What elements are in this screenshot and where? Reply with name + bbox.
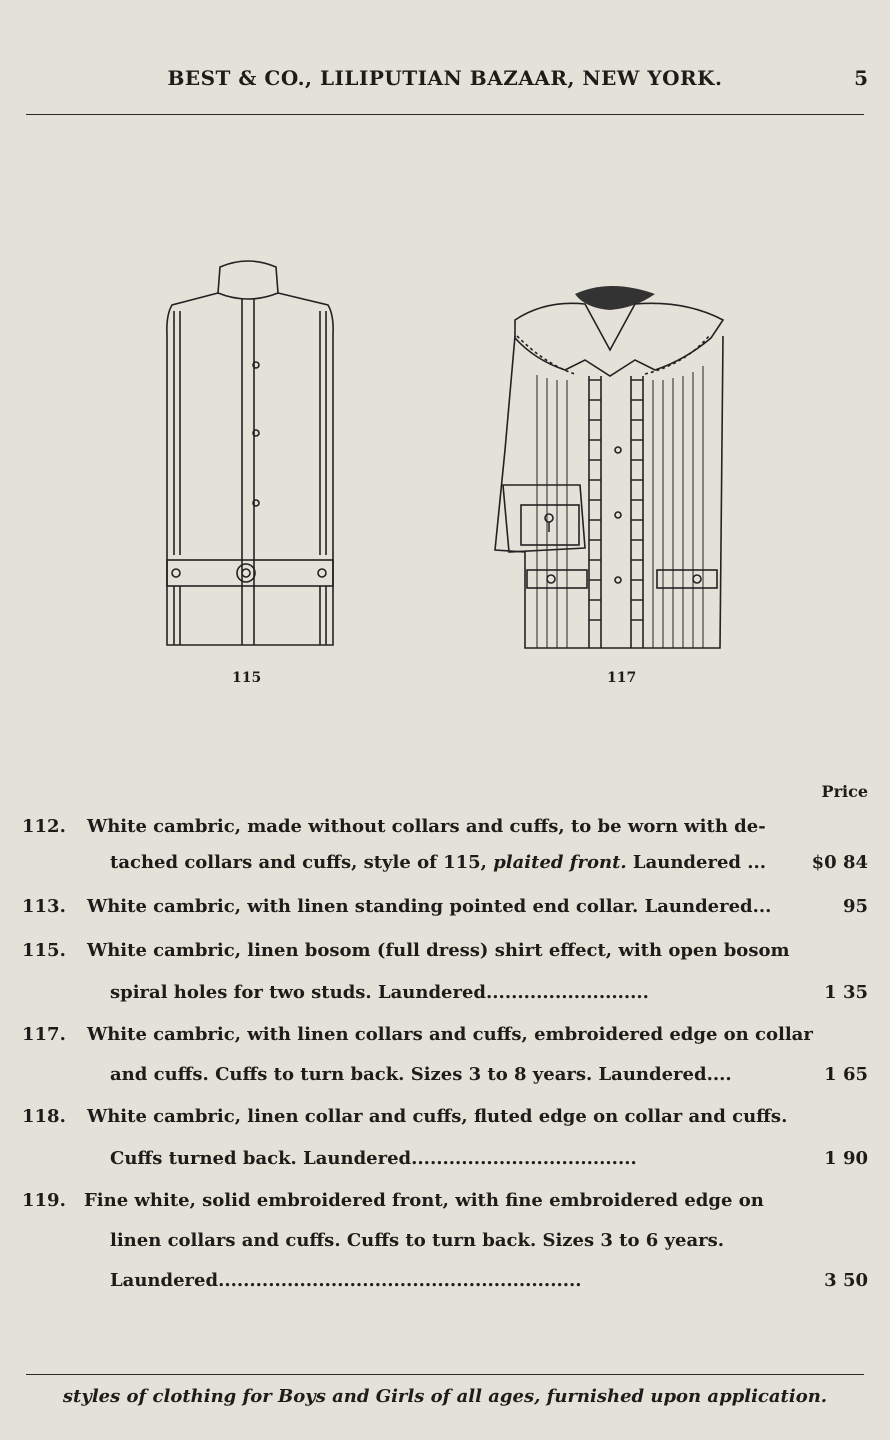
item-number: 115. bbox=[22, 940, 66, 961]
header-rule bbox=[26, 114, 864, 115]
item-number: 119. bbox=[22, 1190, 66, 1211]
item-price: 1 35 bbox=[824, 982, 868, 1003]
item-description-line: tached collars and cuffs, style of 115, plaited front. Laundered ... bbox=[110, 852, 767, 873]
item-description-line: Fine white, solid embroidered front, with fine embroidered edge on bbox=[84, 1190, 764, 1211]
item-description-line: White cambric, with linen standing pointed end collar. Laundered... bbox=[87, 896, 772, 917]
footer-rule bbox=[26, 1374, 864, 1375]
page-footer-note: styles of clothing for Boys and Girls of all ages, furnished upon application. bbox=[62, 1386, 828, 1407]
item-description-line: Laundered.......................................................... bbox=[110, 1270, 582, 1291]
item-description-line: Cuffs turned back. Laundered.................................... bbox=[110, 1148, 637, 1169]
price-column-heading: Price bbox=[821, 782, 868, 801]
plain-blouse-illustration bbox=[150, 255, 350, 655]
item-price: 1 90 bbox=[824, 1148, 868, 1169]
page-number: 5 bbox=[854, 66, 868, 90]
item-number: 113. bbox=[22, 896, 66, 917]
embroidered-blouse-illustration bbox=[485, 280, 735, 655]
item-price: 95 bbox=[842, 896, 868, 917]
item-description-line: and cuffs. Cuffs to turn back. Sizes 3 to 8 years. Laundered.... bbox=[110, 1064, 732, 1085]
item-description-line: White cambric, linen bosom (full dress) shirt effect, with open bosom bbox=[87, 940, 790, 961]
item-number: 112. bbox=[22, 816, 66, 837]
item-price: $0 84 bbox=[811, 852, 868, 873]
item-description-line: linen collars and cuffs. Cuffs to turn back. Sizes 3 to 6 years. bbox=[110, 1230, 725, 1251]
item-description-line: spiral holes for two studs. Laundered.......................... bbox=[110, 982, 649, 1003]
item-number: 117. bbox=[22, 1024, 66, 1045]
illustration-caption-115: 115 bbox=[232, 670, 262, 686]
item-description-line: White cambric, linen collar and cuffs, fluted edge on collar and cuffs. bbox=[87, 1106, 788, 1127]
item-price: 1 65 bbox=[824, 1064, 868, 1085]
item-description-line: White cambric, with linen collars and cuffs, embroidered edge on collar bbox=[87, 1024, 813, 1045]
item-number: 118. bbox=[22, 1106, 66, 1127]
item-description-line: White cambric, made without collars and cuffs, to be worn with de- bbox=[87, 816, 766, 837]
page-header-title: BEST & CO., LILIPUTIAN BAZAAR, NEW YORK. bbox=[167, 66, 723, 90]
item-price: 3 50 bbox=[824, 1270, 868, 1291]
illustration-caption-117: 117 bbox=[607, 670, 637, 686]
